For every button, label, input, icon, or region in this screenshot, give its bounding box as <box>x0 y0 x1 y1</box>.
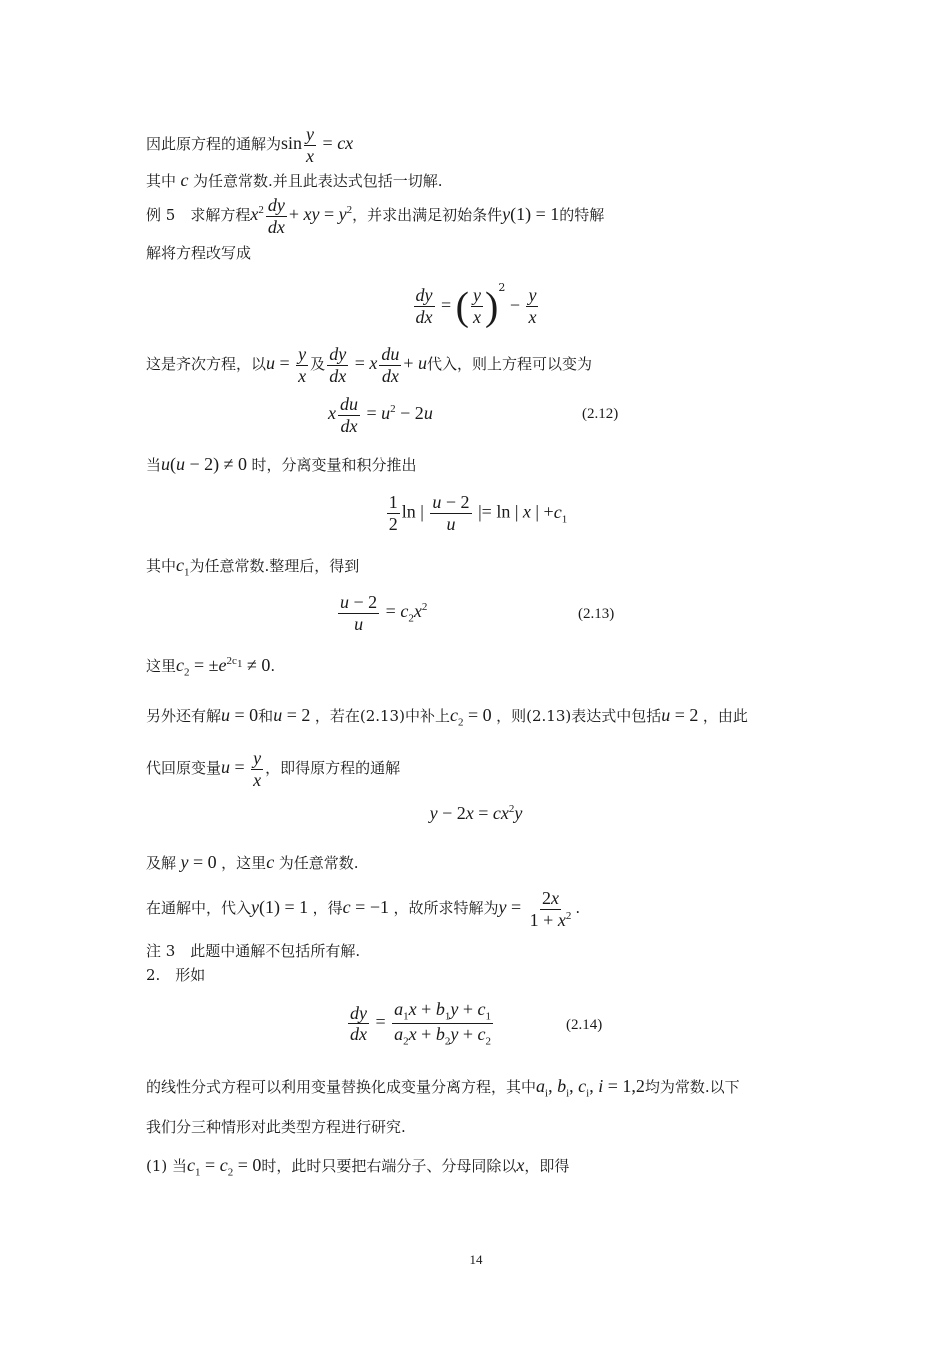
text: ，若在(2.13)中补上 <box>314 707 450 725</box>
case-1-line: (1) 当$c_1 = c_2 = 0$时，此时只要把右端分子、分母同除以x，即得 <box>146 1155 570 1179</box>
text: ，故所求特解为 <box>393 899 499 918</box>
text: (1) 当 <box>146 1157 188 1175</box>
trivial-solution-line: 及解 y = 0 ，这里c 为任意常数. <box>146 852 359 872</box>
substitution-line: 这是齐次方程，以u = $\frac{y}{x}$ 及 $\frac{dy}{dx}$ = x $\frac{du}{dx}$ + u代入，则上方程可以变为 <box>146 344 593 386</box>
text: 为任意常数. <box>278 854 359 872</box>
particular-solution-line: 在通解中，代入y(1) = 1 ，得c = −1 ，故所求特解为y = $\frac{2x}{1 + x^2}$ . <box>146 888 581 930</box>
equation-number: (2.14) <box>566 1017 603 1033</box>
text: ，由此 <box>702 707 748 725</box>
three-cases-line <box>146 1120 406 1135</box>
condition-line: 当u(u − 2) ≠ 0 时，分离变量和积分推出 <box>146 454 417 474</box>
text: 为任意常数.整理后，得到 <box>189 557 360 575</box>
page-number: 14 <box>469 1252 483 1267</box>
c2-definition: 这里$c_2 = \pm e^{2c_1} \ne 0$. <box>146 655 276 679</box>
text: ，则(2.13)表达式中包括 <box>496 707 662 725</box>
text: 为任意常数.并且此表达式包括一切解. <box>193 172 443 190</box>
text: 这是齐次方程，以 <box>146 355 267 374</box>
text: ，得 <box>312 899 343 918</box>
text: ，即得 <box>524 1157 570 1175</box>
text: 及解 <box>146 854 177 872</box>
text: 的特解 <box>559 206 605 225</box>
text: ，即得原方程的通解 <box>265 759 401 778</box>
equation-general-solution: $y - 2x = cx^2y$ <box>429 803 523 823</box>
text: 这里 <box>146 657 177 675</box>
text: 另外还有解 <box>146 707 222 725</box>
equation-homogeneous: $\frac{dy}{dx}$ = ( $\frac{y}{x}$ )$^2$ − $\frac{y}{x}$ <box>415 281 537 329</box>
extra-solutions-line: 另外还有解u = 0和u = 2 ，若在(2.13)中补上$c_2 = 0$ ，则(2.13)表达式中包括u = 2 ，由此 <box>146 705 748 729</box>
text: 当 <box>146 456 162 474</box>
text: 我们分三种情形对此类型方程进行研究. <box>146 1118 406 1136</box>
equation-number: (2.12) <box>582 406 619 422</box>
general-solution-line: 因此原方程的通解为sin $\frac{y}{x}$ = cx <box>146 124 354 166</box>
example-label: 例 5 <box>146 206 176 225</box>
equation-2-12: x $\frac{du}{dx}$ = $u^2 - 2u$ <box>328 394 433 436</box>
text: 和 <box>258 707 274 725</box>
text: 其中 <box>146 557 177 575</box>
rewrite-intro <box>146 246 251 261</box>
text: 代入，则上方程可以变为 <box>427 355 593 374</box>
text: 2. 形如 <box>146 966 206 984</box>
text: 均为常数.以下 <box>644 1078 740 1096</box>
text: 及 <box>310 355 326 374</box>
section-2-heading <box>146 968 205 983</box>
text: 时，此时只要把右端分子、分母同除以 <box>261 1157 517 1175</box>
text: 因此原方程的通解为 <box>146 135 282 154</box>
text: ，并求出满足初始条件 <box>352 206 503 225</box>
example-5-statement: 例 5 求解方程$x^2$ $\frac{dy}{dx}$ + xy = $y^2$，并求出满足初始条件y(1) = 1的特解 <box>146 195 605 237</box>
constant-c1-note: 其中$c_1$为任意常数.整理后，得到 <box>146 555 360 579</box>
text: 代回原变量 <box>146 759 222 778</box>
text: 时，分离变量和积分推出 <box>251 456 417 474</box>
back-substitution-line: 代回原变量u = $\frac{y}{x}$ ，即得原方程的通解 <box>146 748 401 790</box>
text: 注 3 此题中通解不包括所有解. <box>146 942 361 960</box>
equation-number: (2.13) <box>578 606 615 622</box>
text: 的线性分式方程可以利用变量替换化成变量分离方程，其中 <box>146 1078 537 1096</box>
note-3 <box>146 944 360 959</box>
linear-fractional-line: 的线性分式方程可以利用变量替换化成变量分离方程，其中$a_i$, $b_i$, $c_i$, i = 1,2均为常数.以下 <box>146 1076 740 1100</box>
equation-log-integral: $\frac{1}{2}$ ln | $\frac{u - 2}{u}$ |= ln | x | $+c_1$ <box>388 492 568 534</box>
constant-note: 其中 c 为任意常数.并且此表达式包括一切解. <box>146 170 443 190</box>
text: 在通解中，代入 <box>146 899 252 918</box>
equation-2-14: $\frac{dy}{dx}$ = $\frac{a_1x + b_1y + c_1}{a_2x + b_2y + c_2}$ <box>350 999 491 1048</box>
text: 解将方程改写成 <box>146 244 252 262</box>
text: ，这里 <box>221 854 267 872</box>
text: 其中 <box>146 172 177 190</box>
equation-2-13: $\frac{u - 2}{u}$ = $c_2x^2$ <box>340 592 428 634</box>
text: 求解方程 <box>190 206 251 225</box>
